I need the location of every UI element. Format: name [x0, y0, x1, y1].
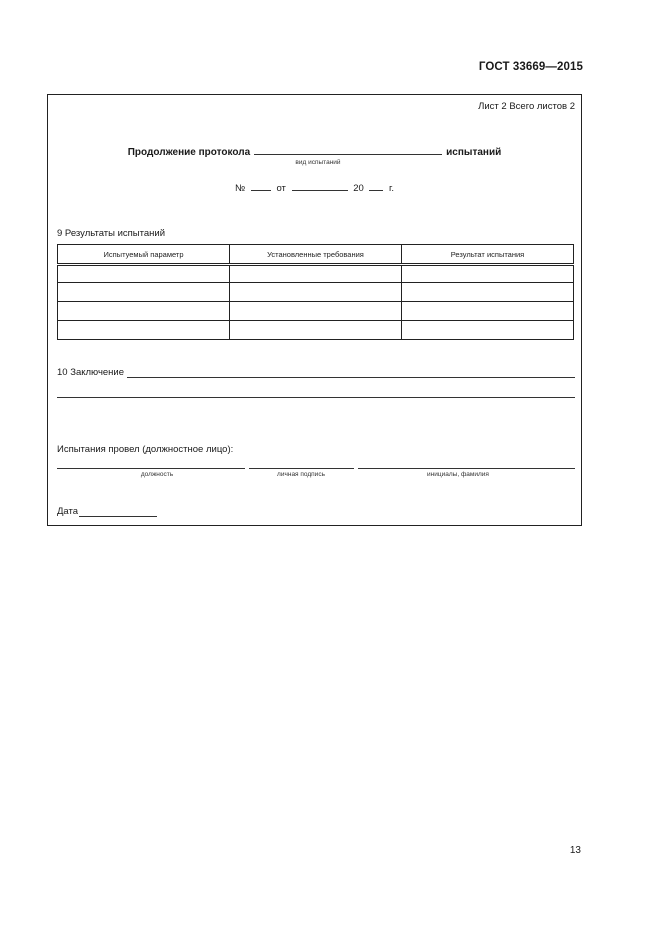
date-blank[interactable]	[79, 507, 157, 517]
position-blank[interactable]	[57, 468, 245, 469]
protocol-form	[47, 94, 582, 526]
protocol-number-row	[48, 182, 581, 194]
table-cell[interactable]	[58, 283, 230, 302]
results-section-title: 9 Результаты испытаний	[57, 228, 166, 239]
name-caption: инициалы, фамилия	[427, 471, 489, 478]
protocol-number-blank[interactable]	[251, 182, 271, 191]
signature-blank[interactable]	[249, 468, 354, 469]
number-sign: №	[234, 183, 246, 194]
test-type-caption: вид испытаний	[295, 159, 341, 166]
table-cell[interactable]	[58, 265, 230, 283]
test-type-blank[interactable]	[254, 145, 442, 155]
protocol-year-blank[interactable]	[369, 182, 383, 191]
number-year-label: 20	[353, 183, 364, 194]
signature-caption: личная подпись	[277, 471, 325, 478]
column-header-parameter: Испытуемый параметр	[58, 245, 230, 265]
conclusion-label: 10 Заключение	[57, 367, 125, 378]
table-cell[interactable]	[402, 283, 574, 302]
table-cell[interactable]	[230, 321, 402, 340]
conclusion-blank-continued[interactable]	[57, 397, 575, 398]
table-header-row	[58, 245, 574, 265]
page-number: 13	[569, 845, 581, 856]
conclusion-row	[57, 367, 575, 378]
conclusion-blank[interactable]	[127, 368, 575, 378]
table-cell[interactable]	[230, 265, 402, 283]
number-suffix: г.	[389, 183, 394, 194]
table-row	[58, 321, 574, 340]
table-cell[interactable]	[58, 302, 230, 321]
column-header-requirements: Установленные требования	[230, 245, 402, 265]
conducted-by-label: Испытания провел (должностное лицо):	[57, 444, 234, 455]
number-from-label: от	[276, 183, 286, 194]
protocol-heading	[48, 145, 581, 158]
name-blank[interactable]	[358, 468, 575, 469]
table-cell[interactable]	[402, 302, 574, 321]
sheet-info: Лист 2 Всего листов 2	[478, 101, 575, 112]
table-cell[interactable]	[402, 321, 574, 340]
table-row	[58, 265, 574, 283]
heading-prefix: Продолжение протокола	[127, 147, 251, 158]
results-table	[57, 244, 574, 340]
date-label: Дата	[57, 506, 79, 517]
table-cell[interactable]	[58, 321, 230, 340]
heading-suffix: испытаний	[446, 147, 502, 158]
table-cell[interactable]	[230, 283, 402, 302]
table-cell[interactable]	[230, 302, 402, 321]
position-caption: должность	[140, 471, 174, 478]
table-cell[interactable]	[402, 265, 574, 283]
table-row	[58, 283, 574, 302]
column-header-result: Результат испытания	[402, 245, 574, 265]
protocol-date-blank[interactable]	[292, 182, 348, 191]
date-row	[57, 506, 157, 517]
table-row	[58, 302, 574, 321]
document-code: ГОСТ 33669—2015	[478, 61, 583, 73]
